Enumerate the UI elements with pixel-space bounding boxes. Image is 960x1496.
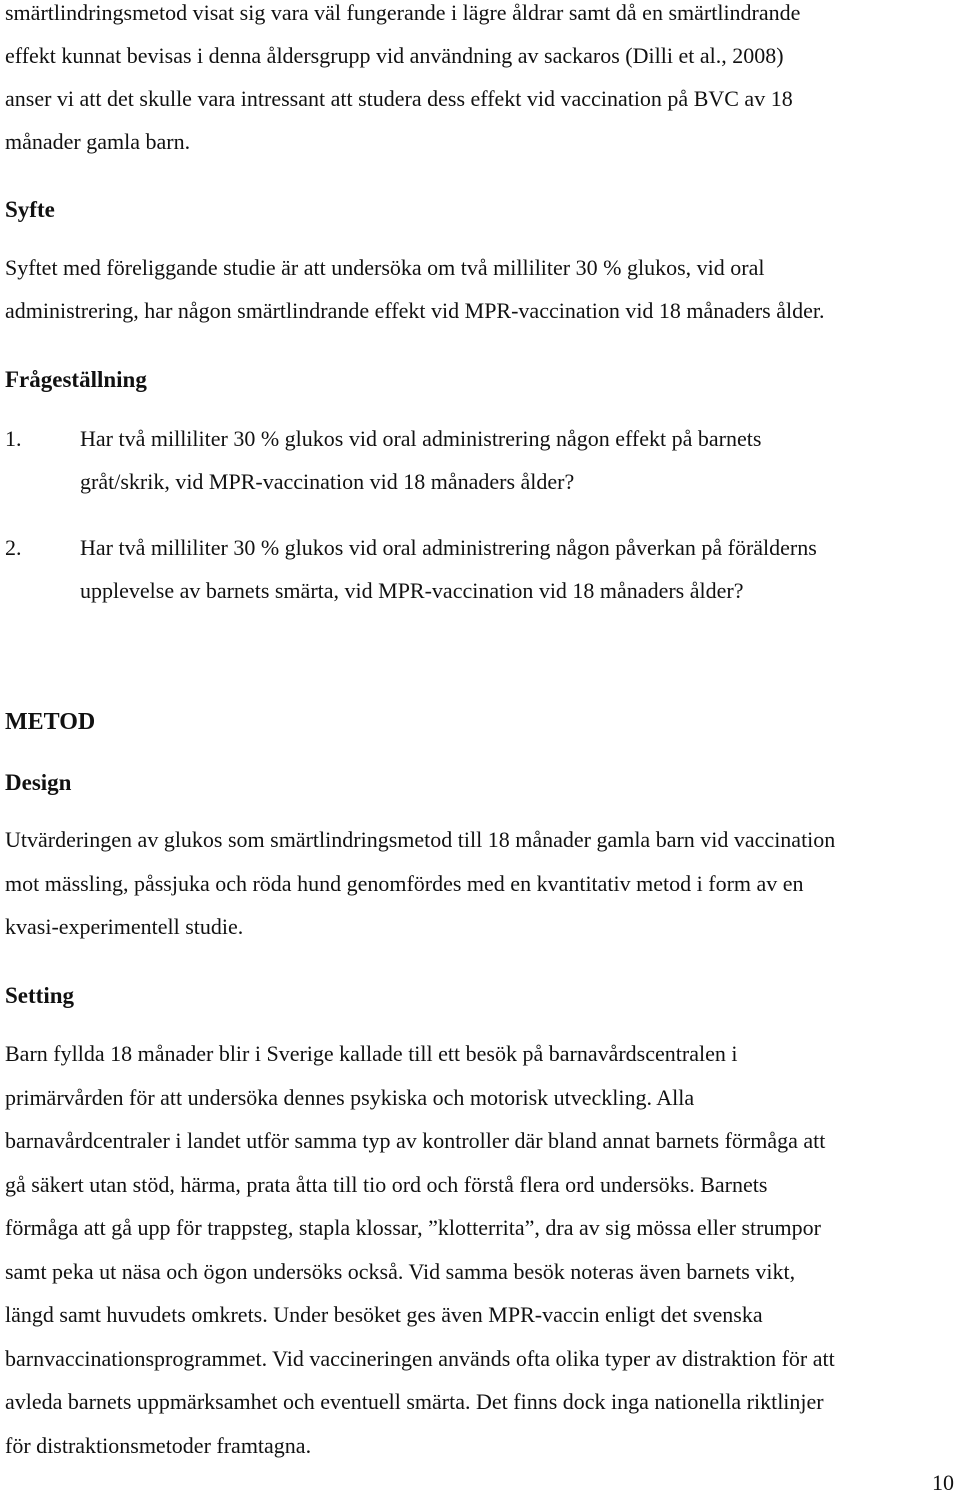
intro-line: månader gamla barn.: [5, 129, 191, 154]
section-heading-syfte: Syfte: [5, 197, 55, 222]
section-heading-metod: METOD: [5, 709, 96, 735]
setting-line: primärvården för att undersöka dennes psykiska och motorisk utveckling. Alla: [5, 1085, 695, 1110]
question-line: Har två milliliter 30 % glukos vid oral administrering någon påverkan på förälderns: [80, 535, 817, 560]
design-line: Utvärderingen av glukos som smärtlindringsmetod till 18 månader gamla barn vid vaccination: [5, 827, 836, 852]
setting-line: för distraktionsmetoder framtagna.: [5, 1433, 312, 1458]
syfte-line: administrering, har någon smärtlindrande effekt vid MPR-vaccination vid 18 månaders ålder.: [5, 298, 825, 323]
setting-line: barnvaccinationsprogrammet. Vid vaccineringen används ofta olika typer av distraktion för att: [5, 1346, 835, 1371]
section-heading-setting: Setting: [5, 983, 74, 1008]
design-line: kvasi-experimentell studie.: [5, 914, 244, 939]
setting-line: gå säkert utan stöd, härma, prata åtta till tio ord och förstå flera ord undersöks. Barnets: [5, 1172, 768, 1197]
setting-line: längd samt huvudets omkrets. Under besöket ges även MPR-vaccin enligt det svenska: [5, 1302, 763, 1327]
question-line: upplevelse av barnets smärta, vid MPR-vaccination vid 18 månaders ålder?: [80, 578, 744, 603]
setting-line: barnavårdcentraler i landet utför samma typ av kontroller där bland annat barnets förmåga att: [5, 1128, 826, 1153]
question-line: Har två milliliter 30 % glukos vid oral administrering någon effekt på barnets: [80, 426, 762, 451]
question-number: 1.: [5, 426, 22, 451]
question-line: gråt/skrik, vid MPR-vaccination vid 18 månaders ålder?: [80, 469, 575, 494]
intro-line: effekt kunnat bevisas i denna åldersgrupp vid användning av sackaros (Dilli et al., 2008): [5, 43, 784, 68]
syfte-line: Syftet med föreliggande studie är att undersöka om två milliliter 30 % glukos, vid oral: [5, 255, 765, 280]
design-line: mot mässling, påssjuka och röda hund genomfördes med en kvantitativ metod i form av en: [5, 871, 804, 896]
intro-line: smärtlindringsmetod visat sig vara väl fungerande i lägre åldrar samt då en smärtlindrande: [5, 0, 801, 25]
setting-line: avleda barnets uppmärksamhet och eventuell smärta. Det finns dock inga nationella riktlinjer: [5, 1389, 824, 1414]
intro-line: anser vi att det skulle vara intressant att studera dess effekt vid vaccination på BVC av 18: [5, 86, 793, 111]
section-heading-fragestallning: Frågeställning: [5, 367, 147, 392]
question-number: 2.: [5, 535, 22, 560]
section-heading-design: Design: [5, 770, 72, 795]
setting-line: samt peka ut näsa och ögon undersöks också. Vid samma besök noteras även barnets vikt,: [5, 1259, 796, 1284]
setting-line: förmåga att gå upp för trappsteg, stapla klossar, ”klotterrita”, dra av sig mössa eller strumpor: [5, 1215, 821, 1240]
setting-line: Barn fyllda 18 månader blir i Sverige kallade till ett besök på barnavårdscentralen i: [5, 1041, 738, 1066]
page-number: 10: [932, 1470, 954, 1495]
